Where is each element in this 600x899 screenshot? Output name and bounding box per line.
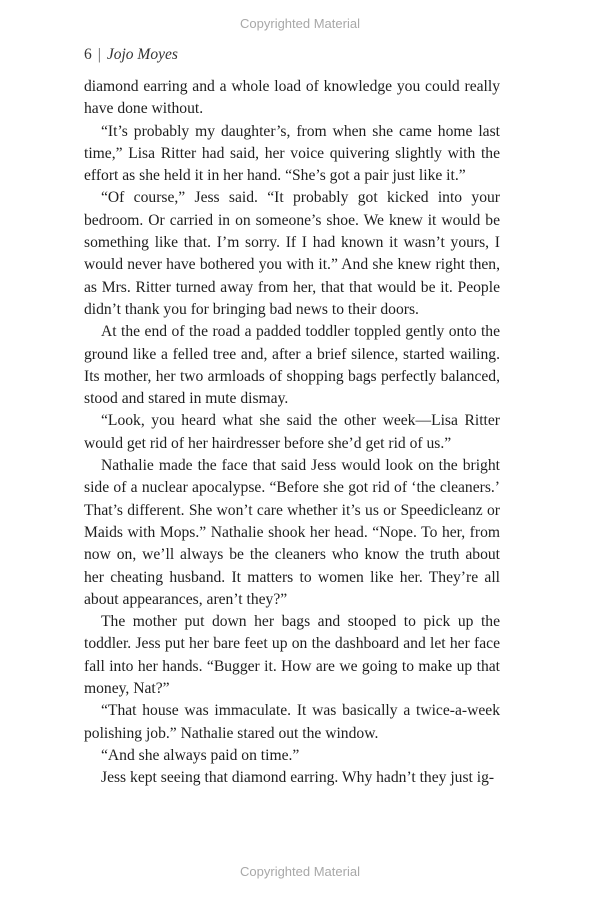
author-name: Jojo Moyes bbox=[106, 46, 178, 63]
page-number: 6 bbox=[84, 46, 92, 63]
paragraph-1: diamond earring and a whole load of knowledge you could really have done without. bbox=[84, 78, 500, 118]
paragraph-8: “That house was immaculate. It was basically a twice-a-week polishing job.” Nathalie stared out the window. bbox=[84, 702, 500, 742]
body-text bbox=[84, 76, 500, 790]
paragraph-7: The mother put down her bags and stooped to pick up the toddler. Jess put her bare feet up on the dashboard and let her face fall into her hands. “Bugger it. How are we going to make up that money, Nat?” bbox=[84, 613, 500, 698]
watermark-top: Copyrighted Material bbox=[240, 16, 360, 31]
header-separator: | bbox=[97, 46, 101, 63]
paragraph-10: Jess kept seeing that diamond earring. Why hadn’t they just ig- bbox=[101, 769, 495, 787]
paragraph-4: At the end of the road a padded toddler toppled gently onto the ground like a felled tree and, after a brief silence, started wailing. Its mother, her two armloads of shopping bags perfectly balanced, stood and stared in mute dismay. bbox=[84, 323, 500, 408]
paragraph-3: “Of course,” Jess said. “It probably got kicked into your bedroom. Or carried in on someone’s shoe. We knew it would be something like that. I’m sorry. If I had known it wasn’t yours, I would never have bothered you with it.” And she knew right then, as Mrs. Ritter turned away from her, that that would be it. People didn’t thank you for bringing bad news to their doors. bbox=[84, 189, 500, 318]
paragraph-2: “It’s probably my daughter’s, from when she came home last time,” Lisa Ritter had said, her voice quivering slightly with the effort as she held it in her hand. “She’s got a pair just like it.” bbox=[84, 122, 500, 185]
paragraph-5: “Look, you heard what she said the other week—Lisa Ritter would get rid of her hairdresser before she’d get rid of us.” bbox=[84, 412, 500, 452]
running-header bbox=[84, 46, 178, 64]
watermark-bottom: Copyrighted Material bbox=[240, 864, 360, 879]
paragraph-6: Nathalie made the face that said Jess would look on the bright side of a nuclear apocalypse. “Before she got rid of ‘the cleaners.’ That’s different. She won’t care whether it’s us or Speedicleanz or Maids with Mops.” Nathalie shook her head. “Nope. To her, from now on, we’ll always be the cleaners who know the truth about her cheating husband. It matters to women like her. They’re all about appearances, aren’t they?” bbox=[84, 457, 500, 608]
paragraph-9: “And she always paid on time.” bbox=[101, 746, 300, 764]
